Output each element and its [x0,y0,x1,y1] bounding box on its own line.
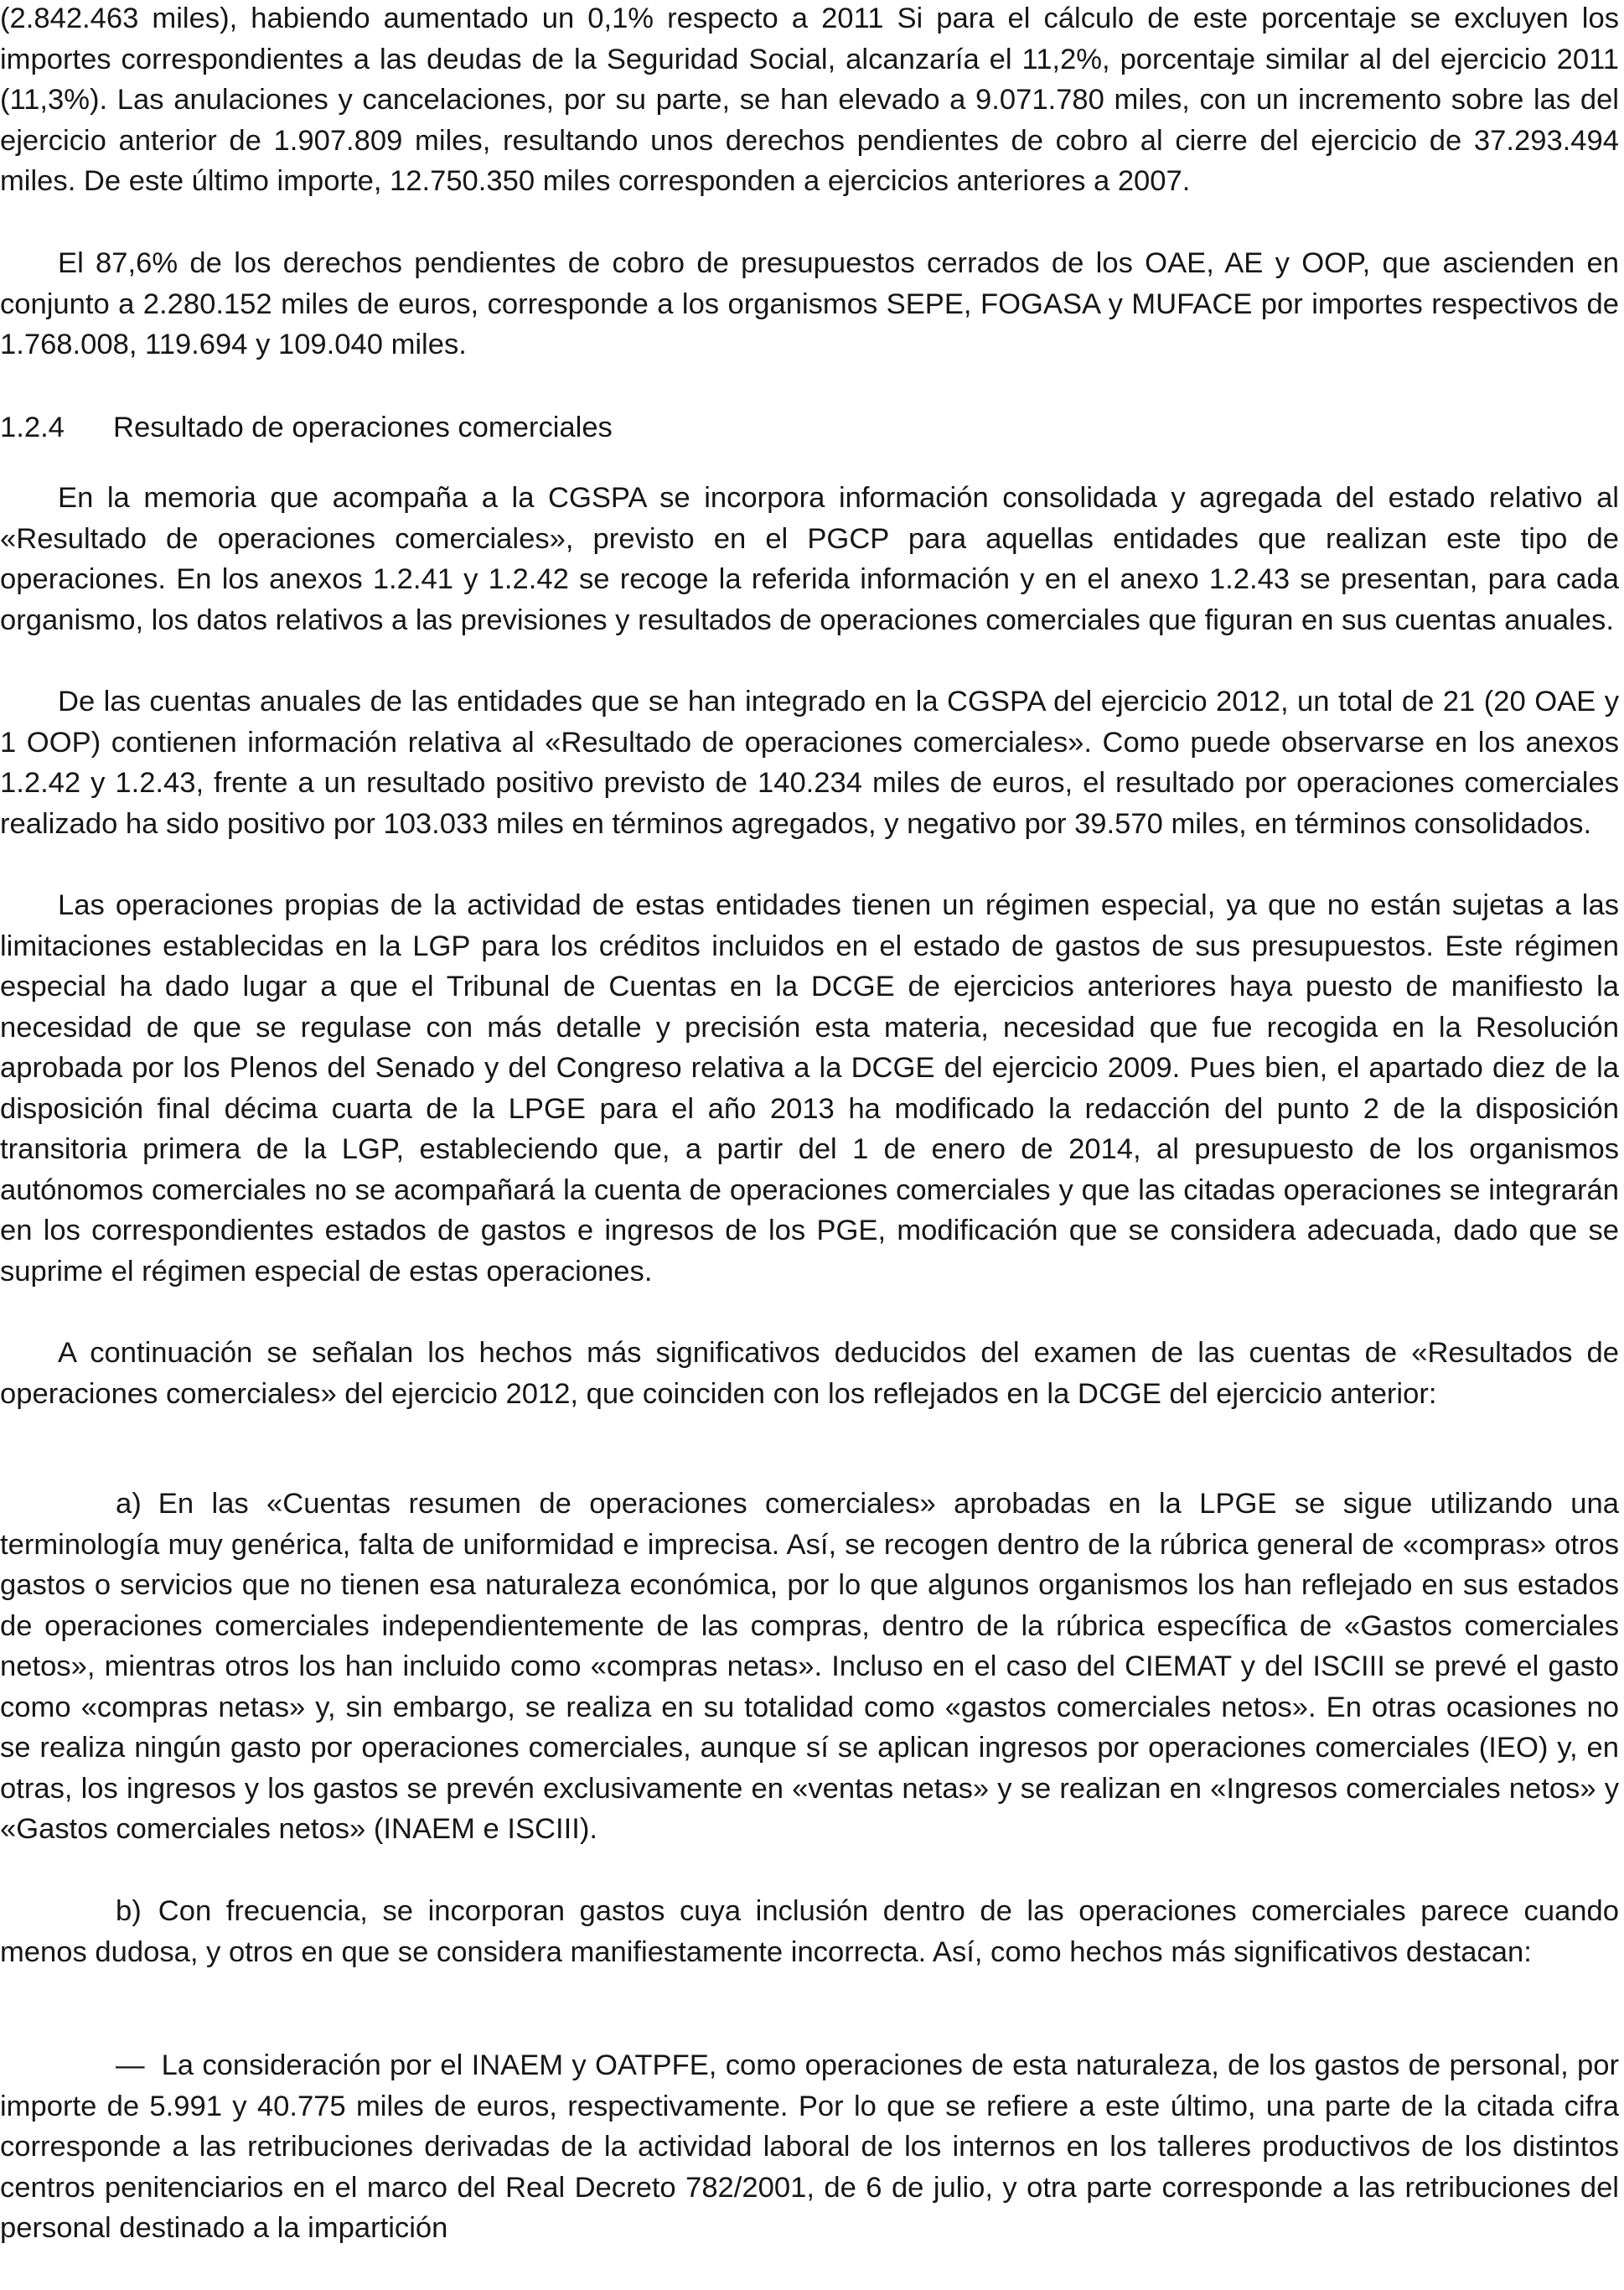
paragraph-cuentas-anuales: De las cuentas anuales de las entidades que se han integrado en la CGSPA del ejercicio 2012, un total de 21 (20 OAE y 1 OOP) contienen información relativa al «Resultado de operaciones comerciales». Como puede observarse en los anexos 1.2.42 y 1.2.43, frente a un resultado positivo previsto de 140.234 miles de euros, el resultado por operaciones comerciales realizado ha sido positivo por 103.033 miles en términos agregados, y negativo por 39.570 miles, en términos consolidados. [0,686,1619,840]
paragraph-continuacion: A continuación se señalan los hechos más significativos deducidos del examen de las cuentas de «Resultados de operaciones comerciales» del ejercicio 2012, que coinciden con los reflejados en la DCGE del ejercicio anterior: [0,1337,1619,1410]
dash-list-item-text: La consideración por el INAEM y OATPFE, como operaciones de esta naturaleza, de los gastos de personal, por importe de 5.991 y 40.775 miles de euros, respectivamente. Por lo que se refiere a este último, una parte de la citada cifra corresponde a las retribuciones derivadas de la actividad laboral de los internos en los talleres productivos de los distintos centros penitenciarios en el marco del Real Decreto 782/2001, de 6 de julio, y otra parte corresponde a las retribuciones del personal destinado a la impartición [0,2049,1619,2244]
section-heading [0,407,1619,448]
paragraph-continuation: (2.842.463 miles), habiendo aumentado un 0,1% respecto a 2011 Si para el cálculo de este porcentaje se excluyen los importes correspondientes a las deudas de la Seguridad Social, alcanzaría el 11,2%, porcentaje similar al del ejercicio 2011 (11,3%). Las anulaciones y cancelaciones, por su parte, se han elevado a 9.071.780 miles, con un incremento sobre las del ejercicio anterior de 1.907.809 miles, resultando unos derechos pendientes de cobro al cierre del ejercicio de 37.293.494 miles. De este último importe, 12.750.350 miles corresponden a ejercicios anteriores a 2007. [0,3,1619,197]
dash-list-item-marker: — [116,2049,145,2081]
list-item-a-marker: a) [116,1488,142,1520]
paragraph-876-percent: El 87,6% de los derechos pendientes de cobro de presupuestos cerrados de los OAE, AE y OOP, que ascienden en conjunto a 2.280.152 miles de euros, corresponde a los organismos SEPE, FOGASA y MUFACE por importes respectivos de 1.768.008, 119.694 y 109.040 miles. [0,247,1619,360]
list-item-a-text: En las «Cuentas resumen de operaciones comerciales» aprobadas en la LPGE se sigue utilizando una terminología muy genérica, falta de uniformidad e imprecisa. Así, se recogen dentro de la rúbrica general de «compras» otros gastos o servicios que no tienen esa naturaleza económica, por lo que algunos organismos los han reflejado en sus estados de operaciones comerciales independientemente de las compras, dentro de la rúbrica específica de «Gastos comerciales netos», mientras otros los han incluido como «compras netas». Incluso en el caso del CIEMAT y del ISCIII se prevé el gasto como «compras netas» y, sin embargo, se realiza en su totalidad como «gastos comerciales netos». En otras ocasiones no se realiza ningún gasto por operaciones comerciales, aunque sí se aplican ingresos por operaciones comerciales (IEO) y, en otras, los ingresos y los gastos se prevén exclusivamente en «ventas netas» y se realizan en «Ingresos comerciales netos» y «Gastos comerciales netos» (INAEM e ISCIII). [0,1488,1619,1845]
paragraph-operaciones-propias: Las operaciones propias de la actividad de estas entidades tienen un régimen especial, ya que no están sujetas a las limitaciones establecidas en la LGP para los créditos incluidos en el estado de gastos de sus presupuestos. Este régimen especial ha dado lugar a que el Tribunal de Cuentas en la DCGE de ejercicios anteriores haya puesto de manifiesto la necesidad de que se regulase con más detalle y precisión esta materia, necesidad que fue recogida en la Resolución aprobada por los Plenos del Senado y del Congreso relativa a la DCGE del ejercicio 2009. Pues bien, el apartado diez de la disposición final décima cuarta de la LPGE para el año 2013 ha modificado la redacción del punto 2 de la disposición transitoria primera de la LGP, estableciendo que, a partir del 1 de enero de 2014, al presupuesto de los organismos autónomos comerciales no se acompañará la cuenta de operaciones comerciales y que las citadas operaciones se integrarán en los correspondientes estados de gastos e ingresos de los PGE, modificación que se considera adecuada, dado que se suprime el régimen especial de estas operaciones. [0,889,1619,1287]
list-item-b-text: Con frecuencia, se incorporan gastos cuya inclusión dentro de las operaciones comerciales parece cuando menos dudosa, y otros en que se considera manifiestamente incorrecta. Así, como hechos más significativos destacan: [0,1895,1619,1968]
list-item-a [0,1484,1619,1850]
list-item-b-marker: b) [116,1895,142,1927]
list-item-b [0,1891,1619,1972]
paragraph-memoria: En la memoria que acompaña a la CGSPA se incorpora información consolidada y agregada del estado relativo al «Resultado de operaciones comerciales», previsto en el PGCP para aquellas entidades que realizan este tipo de operaciones. En los anexos 1.2.41 y 1.2.42 se recoge la referida información y en el anexo 1.2.43 se presentan, para cada organismo, los datos relativos a las previsiones y resultados de operaciones comerciales que figuran en sus cuentas anuales. [0,482,1619,636]
dash-list-item [0,2045,1619,2249]
section-title: Resultado de operaciones comerciales [113,412,613,443]
section-number: 1.2.4 [0,412,65,443]
